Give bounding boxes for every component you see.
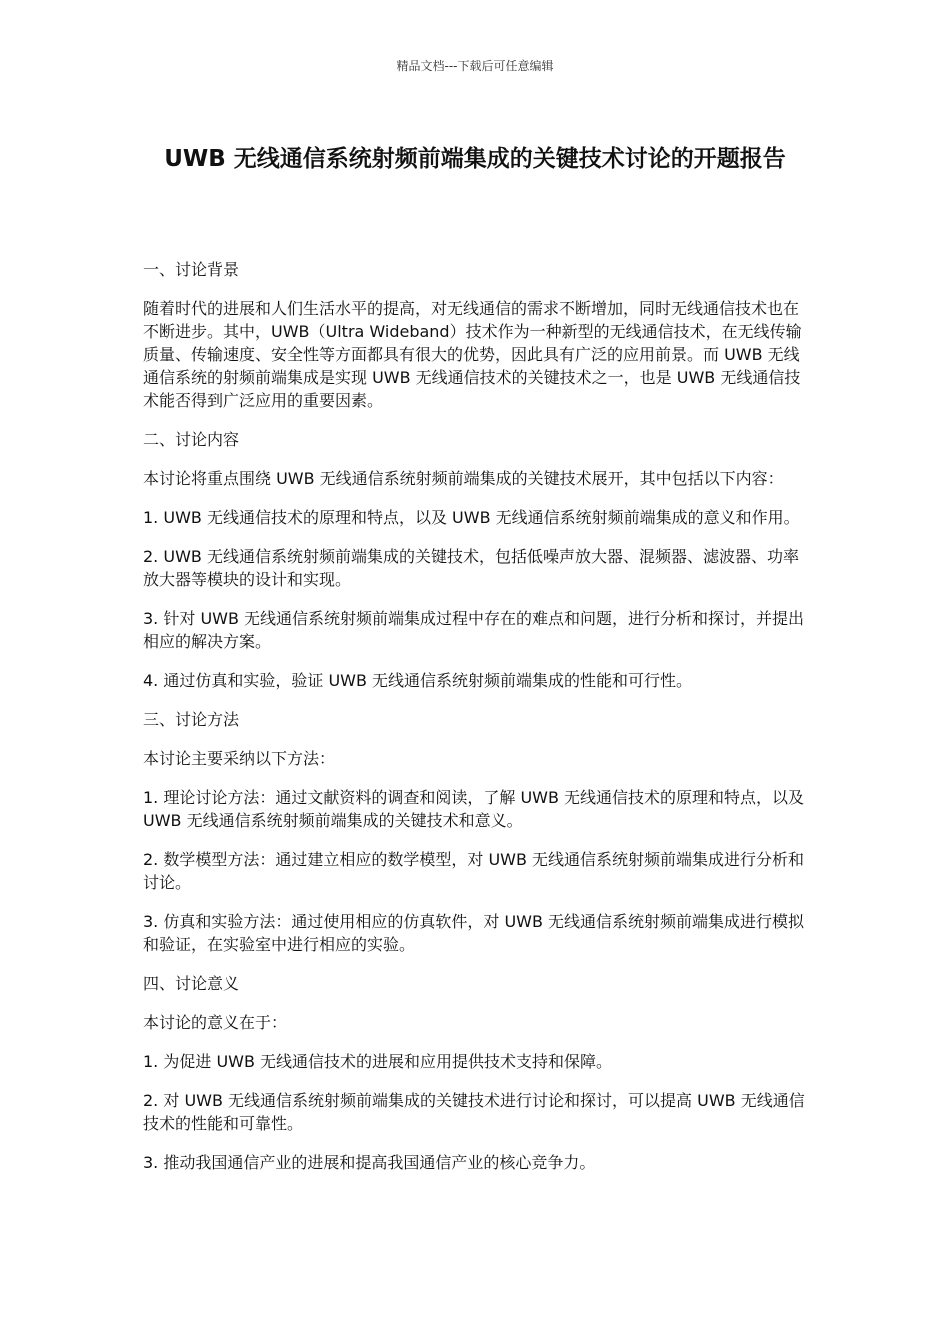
- paragraph: 随着时代的进展和人们生活水平的提高，对无线通信的需求不断增加，同时无线通信技术也在不断进步。其中，UWB（Ultra Wideband）技术作为一种新型的无线通信技术，在无线传输质量、传输速度、安全性等方面都具有很大的优势，因此具有广泛的应用前景。而 UWB 无线通信系统的射频前端集成是实现 UWB 无线通信技术的关键技术之一，也是 UWB 无线通信技术能否得到广泛应用的重要因素。: [143, 299, 802, 410]
- list-item: 2. UWB 无线通信系统射频前端集成的关键技术，包括低噪声放大器、混频器、滤波器、功率放大器等模块的设计和实现。: [143, 547, 799, 589]
- section-background: [143, 258, 809, 412]
- section-methods: [143, 708, 809, 956]
- paragraph: 本讨论主要采纳以下方法：: [143, 749, 336, 768]
- list-item: 2. 数学模型方法：通过建立相应的数学模型，对 UWB 无线通信系统射频前端集成进行分析和讨论。: [143, 850, 805, 892]
- list-item: 1. 理论讨论方法：通过文献资料的调查和阅读，了解 UWB 无线通信技术的原理和特点，以及 UWB 无线通信系统射频前端集成的关键技术和意义。: [143, 788, 805, 830]
- section-heading: 一、讨论背景: [143, 260, 240, 279]
- document-body: [143, 258, 809, 1190]
- section-content: [143, 428, 809, 692]
- paragraph: 本讨论的意义在于：: [143, 1013, 288, 1032]
- section-significance: [143, 972, 809, 1174]
- list-item: 1. 为促进 UWB 无线通信技术的进展和应用提供技术支持和保障。: [143, 1052, 613, 1071]
- section-heading: 二、讨论内容: [143, 430, 240, 449]
- list-item: 4. 通过仿真和实验，验证 UWB 无线通信系统射频前端集成的性能和可行性。: [143, 671, 693, 690]
- list-item: 3. 推动我国通信产业的进展和提高我国通信产业的核心竞争力。: [143, 1153, 596, 1172]
- header-note: 精品文档---下载后可任意编辑: [396, 59, 554, 73]
- list-item: 3. 仿真和实验方法：通过使用相应的仿真软件，对 UWB 无线通信系统射频前端集成进行模拟和验证，在实验室中进行相应的实验。: [143, 912, 805, 954]
- list-item: 2. 对 UWB 无线通信系统射频前端集成的关键技术进行讨论和探讨，可以提高 UWB 无线通信技术的性能和可靠性。: [143, 1091, 805, 1133]
- section-heading: 三、讨论方法: [143, 710, 240, 729]
- document-title: UWB 无线通信系统射频前端集成的关键技术讨论的开题报告: [164, 146, 786, 172]
- list-item: 3. 针对 UWB 无线通信系统射频前端集成过程中存在的难点和问题，进行分析和探讨，并提出相应的解决方案。: [143, 609, 805, 651]
- paragraph: 本讨论将重点围绕 UWB 无线通信系统射频前端集成的关键技术展开，其中包括以下内容：: [143, 469, 784, 488]
- section-heading: 四、讨论意义: [143, 974, 240, 993]
- list-item: 1. UWB 无线通信技术的原理和特点，以及 UWB 无线通信系统射频前端集成的意义和作用。: [143, 508, 800, 527]
